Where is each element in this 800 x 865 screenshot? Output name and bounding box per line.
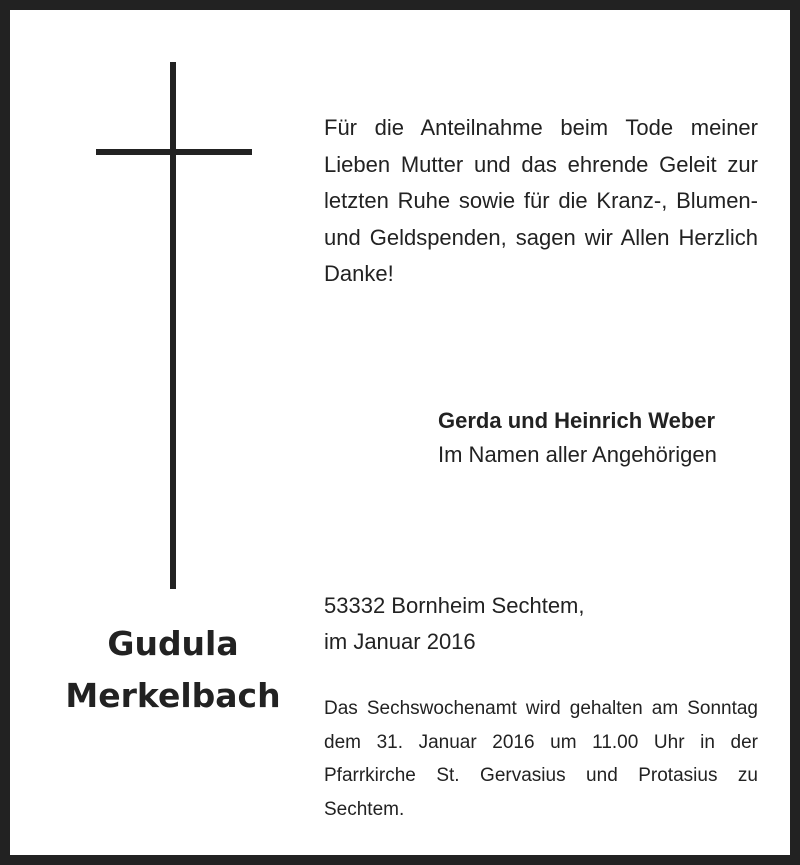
signature-block bbox=[438, 404, 768, 472]
place-location: 53332 Bornheim Sechtem, bbox=[324, 593, 585, 618]
cross-horizontal-bar bbox=[96, 149, 252, 155]
deceased-first-name: Gudula bbox=[107, 624, 239, 663]
thanks-paragraph: Für die Anteilnahme beim Tode meiner Lieben Mutter und das ehrende Geleit zur letzten Ruhe sowie für die Kranz-, Blumen- und Geldspenden, sagen wir Allen Herzlich Danke! bbox=[324, 115, 758, 286]
deceased-last-name: Merkelbach bbox=[65, 676, 281, 715]
signature-relatives: Im Namen aller Angehörigen bbox=[438, 442, 717, 467]
service-paragraph: Das Sechswochenamt wird gehalten am Sonntag dem 31. Januar 2016 um 11.00 Uhr in der Pfarrkirche St. Gervasius und Protasius zu Sechtem. bbox=[324, 698, 758, 820]
deceased-name bbox=[40, 618, 306, 722]
cross-vertical-bar bbox=[170, 62, 176, 589]
place-date: im Januar 2016 bbox=[324, 629, 476, 654]
place-date-block bbox=[324, 588, 754, 660]
signature-names: Gerda und Heinrich Weber bbox=[438, 408, 716, 433]
